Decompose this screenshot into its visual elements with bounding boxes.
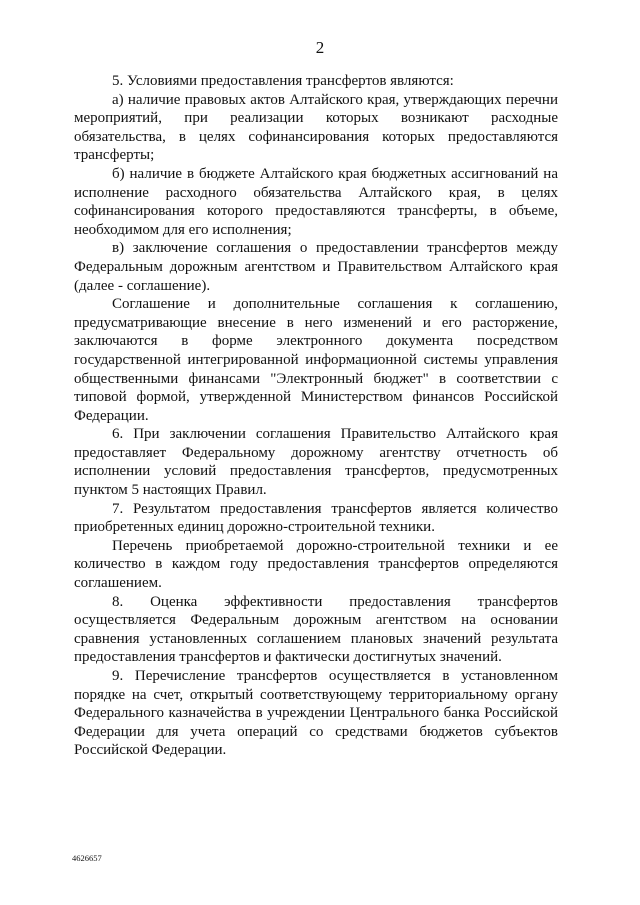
paragraph: 9. Перечисление трансфертов осуществляется в установленном порядке на счет, открытый соответствующему территориальному органу Федерального казначейства в учреждении Центрального банка Российской Федерации для учета операций со средствами бюджетов субъектов Российской Федерации.	[74, 668, 558, 759]
document-code: 4626657	[72, 853, 102, 863]
paragraph: 6. При заключении соглашения Правительство Алтайского края предоставляет Федеральному дорожному агентству отчетность об исполнении условий предоставления трансфертов, предусмотренных пунктом 5 настоящих Правил.	[74, 426, 558, 499]
paragraph: 7. Результатом предоставления трансфертов является количество приобретенных единиц дорожно-строительной техники.	[74, 500, 558, 536]
document-body	[74, 72, 558, 760]
paragraph: а) наличие правовых актов Алтайского края, утверждающих перечни мероприятий, при реализации которых возникают расходные обязательства, в целях софинансирования которых предоставляются трансферты;	[74, 91, 558, 164]
paragraph: Перечень приобретаемой дорожно-строительной техники и ее количество в каждом году предоставления трансфертов определяются соглашением.	[74, 537, 558, 592]
page-number: 2	[315, 38, 325, 57]
paragraph: Соглашение и дополнительные соглашения к соглашению, предусматривающие внесение в него изменений и его расторжение, заключаются в форме электронного документа посредством государственной интегрированной информационной системы управления общественными финансами "Электронный бюджет" в соответствии с типовой формой, утвержденной Министерством финансов Российской Федерации.	[74, 296, 558, 424]
paragraph: 5. Условиями предоставления трансфертов являются:	[112, 73, 454, 89]
paragraph: в) заключение соглашения о предоставлении трансфертов между Федеральным дорожным агентством и Правительством Алтайского края (далее - соглашение).	[74, 240, 558, 294]
paragraph: б) наличие в бюджете Алтайского края бюджетных ассигнований на исполнение расходного обязательства Алтайского края, в целях софинансирования которого предоставляются трансферты, в объеме, необходимом для его исполнения;	[74, 165, 558, 238]
paragraph: 8. Оценка эффективности предоставления трансфертов осуществляется Федеральным дорожным агентством на основании сравнения установленных соглашением плановых значений результата предоставления трансфертов и фактически достигнутых значений.	[74, 593, 558, 666]
